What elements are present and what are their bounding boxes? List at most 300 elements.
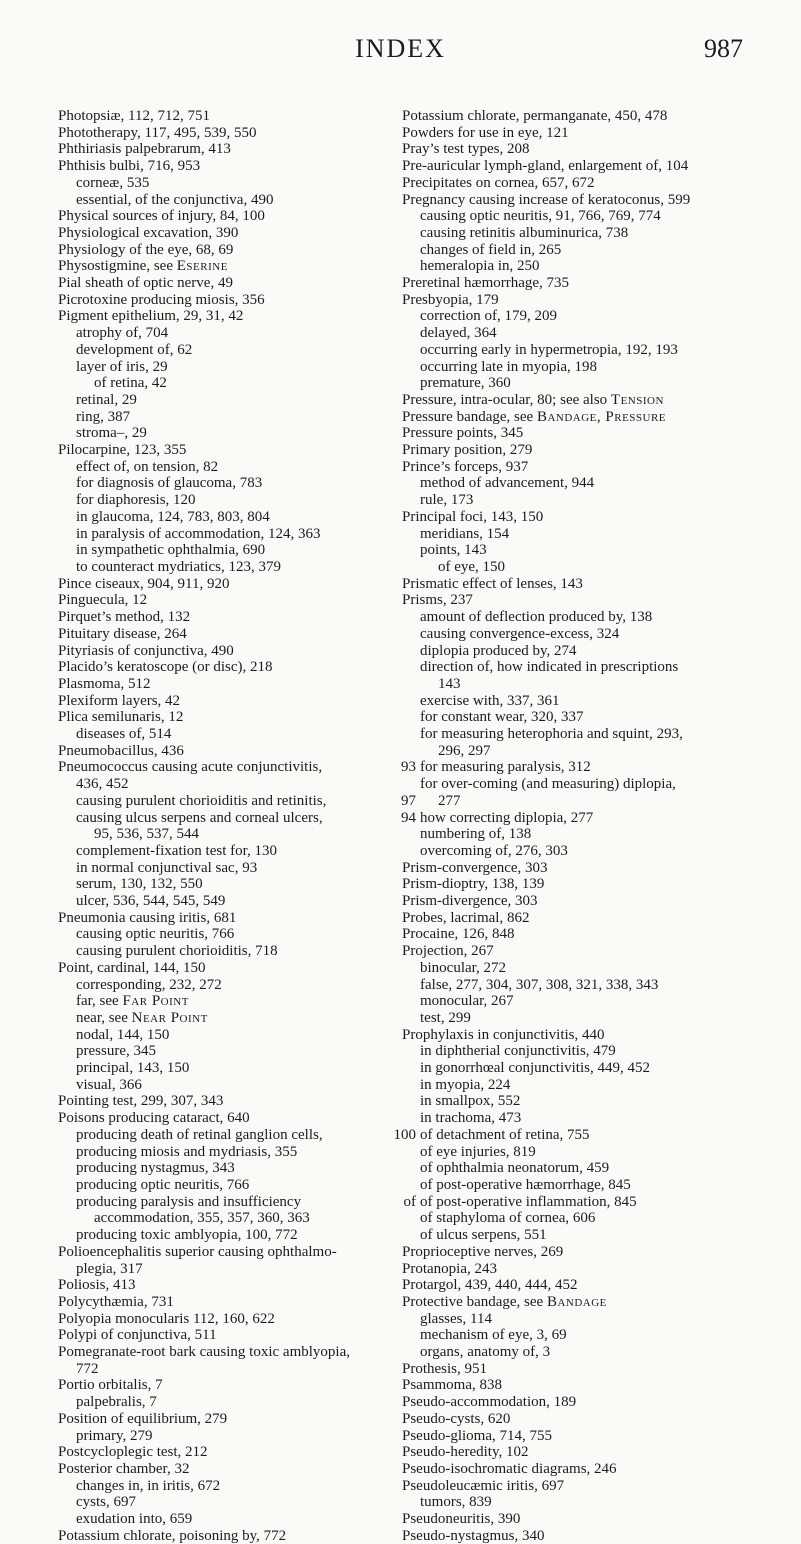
index-entry-text: of retina, 42 [94,375,167,392]
index-entry-text: of detachment of retina, 755 [420,1126,590,1143]
index-entry-text: Prophylaxis in conjunctivitis, 440 [402,1026,605,1043]
index-entry [58,292,416,309]
index-entry-text: visual, 366 [76,1076,142,1093]
index-entry [58,576,416,593]
index-entry-text: in paralysis of accommodation, 124, 363 [76,525,321,542]
index-entry [58,375,416,392]
index-entry-text: Physiology of the eye, 68, 69 [58,241,234,258]
index-entry [402,743,758,760]
index-entry [58,609,416,626]
index-entry-text: Principal foci, 143, 150 [402,508,544,525]
index-entry-text: Pneumococcus causing acute conjunctivitis, [58,759,323,776]
index-entry [58,1261,416,1278]
index-entry-text: producing miosis and mydriasis, 355 [76,1143,298,1160]
index-entry-text: Potassium chlorate, permanganate, 450, 478 [402,108,668,124]
index-entry-text: producing death of retinal ganglion cells, [76,1126,323,1143]
index-entry [402,626,758,643]
index-entry-text: stroma–, 29 [76,425,147,442]
index-entry [402,175,758,192]
index-entry-text: Phototherapy, 117, 495, 539, 550 [58,124,257,141]
index-entry-text: in trachoma, 473 [420,1110,522,1127]
index-entry [402,1043,758,1060]
index-entry [402,526,758,543]
index-entry-text: Pneumobacillus, 436 [58,742,184,759]
index-entry [402,826,758,843]
index-entry-text: premature, 360 [420,375,511,392]
index-entry [58,943,416,960]
index-entry [402,1277,758,1294]
index-entry-text: Photopsiæ, 112, 712, 751 [58,108,210,124]
index-entry [58,810,416,827]
index-entry [58,1127,416,1144]
index-entry [58,709,416,726]
index-entry [58,1511,416,1528]
index-entry-text: Pince ciseaux, 904, 911, 920 [58,575,230,592]
index-entry-text: hemeralopia in, 250 [420,258,540,275]
index-entry [402,943,758,960]
index-entry [402,1294,758,1311]
index-entry [402,643,758,660]
index-entry-text: points, 143 [420,542,487,559]
index-entry [58,1394,416,1411]
index-entry-text: Prince’s forceps, 937 [402,458,529,475]
index-entry [402,242,758,259]
index-entry [58,1194,416,1211]
index-entry-text: test, 299 [420,1009,471,1026]
index-entry [58,1027,416,1044]
index-entry-text: Prism-convergence, 303 [402,859,548,876]
index-entry [402,192,758,209]
index-entry [58,1077,416,1094]
index-entry-text: Polypi of conjunctiva, 511 [58,1327,217,1344]
index-entry [58,208,416,225]
index-entry-text: causing purulent chorioiditis and retinitis, [76,792,327,809]
index-entry [402,475,758,492]
index-entry [402,1010,758,1027]
index-entry [402,392,758,409]
index-entry [58,1177,416,1194]
index-entry-text: exercise with, 337, 361 [420,692,560,709]
index-entry-text: Pinguecula, 12 [58,592,148,609]
index-entry-text: for constant wear, 320, 337 [420,709,584,726]
index-entry-text: for measuring paralysis, 312 [420,759,591,776]
index-entry [402,141,758,158]
index-entry-text: rule, 173 [420,492,474,509]
index-entry [402,108,758,125]
index-entry-text: development of, 62 [76,341,193,358]
index-entry [58,158,416,175]
index-entry-text: Protargol, 439, 440, 444, 452 [402,1277,578,1294]
index-entry-page-ref: 94 [401,809,416,826]
index-entry-text: Position of equilibrium, 279 [58,1410,228,1427]
index-entry-text: direction of, how indicated in prescriptions [420,659,679,676]
index-entry-text: Poisons producing cataract, 640 [58,1110,250,1127]
index-entry-text: Polyopia monocularis 112, 160, 622 [58,1310,275,1327]
index-entry [402,459,758,476]
index-entry [402,876,758,893]
index-entry-text: in gonorrhœal conjunctivitis, 449, 452 [420,1060,650,1077]
index-entry [58,1294,416,1311]
index-entry [58,125,416,142]
index-entry-text: numbering of, 138 [420,826,532,843]
index-entry [402,1444,758,1461]
index-entry-text: Pressure bandage, see [402,408,537,425]
index-entry [402,1478,758,1495]
index-entry-text: Protective bandage, see [402,1293,547,1310]
index-entry-text: changes in, in iritis, 672 [76,1477,221,1494]
index-entry [58,893,416,910]
index-entry [402,1428,758,1445]
index-entry-text: correction of, 179, 209 [420,308,558,325]
index-entry [402,1494,758,1511]
index-entry-text: Pseudo-heredity, 102 [402,1444,529,1461]
index-entry-text: Pneumonia causing iritis, 681 [58,909,237,926]
index-entry-text: Pressure, intra-ocular, 80; see also [402,391,611,408]
index-entry-text: Phthiriasis palpebrarum, 413 [58,141,231,158]
index-entry [58,459,416,476]
index-entry [58,876,416,893]
index-entry [58,626,416,643]
index-entry-text: primary, 279 [76,1427,153,1444]
index-entry-text: Protanopia, 243 [402,1260,497,1277]
index-entry [58,475,416,492]
index-entry-text: for diaphoresis, 120 [76,492,196,509]
index-entry-text: Plexiform layers, 42 [58,692,181,709]
index-entry [58,1377,416,1394]
index-entry [402,793,758,810]
index-entry-text: Pigment epithelium, 29, 31, 42 [58,308,244,325]
index-entry [402,1261,758,1278]
index-entry-text: 296, 297 [438,742,491,759]
index-entry [58,559,416,576]
page-title: INDEX [355,34,446,63]
index-entry-text: 95, 536, 537, 544 [94,826,199,843]
index-entry [58,1478,416,1495]
index-entry-text: Plasmoma, 512 [58,675,151,692]
index-entry-text: Primary position, 279 [402,442,533,459]
index-entry-text: monocular, 267 [420,993,514,1010]
index-entry [402,225,758,242]
index-entry [58,225,416,242]
index-entry [58,910,416,927]
index-entry-text: diseases of, 514 [76,726,172,743]
index-entry-text: of ulcus serpens, 551 [420,1227,547,1244]
index-entry [402,1528,758,1544]
index-entry-text: Pityriasis of conjunctiva, 490 [58,642,234,659]
index-entry [58,1093,416,1110]
index-entry-text: tumors, 839 [420,1494,492,1511]
index-entry-text: plegia, 317 [76,1260,143,1277]
index-entry [402,1194,758,1211]
index-entry-text: how correcting diplopia, 277 [420,809,594,826]
index-entry [402,1110,758,1127]
index-entry [402,1344,758,1361]
index-entry [58,425,416,442]
index-entry-text: Portio orbitalis, 7 [58,1377,163,1394]
index-entry [402,977,758,994]
index-entry-text: amount of deflection produced by, 138 [420,609,653,626]
index-entry-text: Prism-divergence, 303 [402,893,538,910]
index-entry-text: Plica semilunaris, 12 [58,709,184,726]
index-entry [58,1444,416,1461]
index-entry-text: causing retinitis albuminurica, 738 [420,224,629,241]
index-entry-text: for diagnosis of glaucoma, 783 [76,475,263,492]
index-entry [402,308,758,325]
index-entry-text: serum, 130, 132, 550 [76,876,203,893]
index-entry-text: Prothesis, 951 [402,1360,488,1377]
index-entry [58,325,416,342]
index-entry-text: effect of, on tension, 82 [76,458,219,475]
index-entry-text: Proprioceptive nerves, 269 [402,1243,564,1260]
index-entry-text: causing optic neuritis, 91, 766, 769, 774 [420,208,661,225]
index-entry [402,208,758,225]
index-entry-text: causing purulent chorioiditis, 718 [76,943,278,960]
index-entry [58,1311,416,1328]
index-entry [402,158,758,175]
index-entry-text: corneæ, 535 [76,174,150,191]
index-entry-text: Powders for use in eye, 121 [402,124,569,141]
index-entry [402,893,758,910]
index-entry-text: mechanism of eye, 3, 69 [420,1327,567,1344]
index-entry-text: in myopia, 224 [420,1076,511,1093]
index-entry-page-ref: of [403,1193,416,1210]
index-entry [402,709,758,726]
index-entry [402,1377,758,1394]
index-entry [402,676,758,693]
index-entry [58,1411,416,1428]
index-entry [58,359,416,376]
index-entry [58,759,416,776]
index-entry [402,1461,758,1478]
index-entry-text: Pray’s test types, 208 [402,141,530,158]
index-entry [58,308,416,325]
index-entry [58,960,416,977]
index-entry [58,275,416,292]
index-entry [58,926,416,943]
index-entry [58,743,416,760]
index-entry-text: causing convergence-excess, 324 [420,625,620,642]
index-entry [58,1361,416,1378]
index-entry [402,1327,758,1344]
index-entry [402,926,758,943]
index-entry-text: Psammoma, 838 [402,1377,502,1394]
index-entry [58,659,416,676]
index-entry-text: ring, 387 [76,408,131,425]
index-entry [402,359,758,376]
index-entry-text: Picrotoxine producing miosis, 356 [58,291,265,308]
index-entry-text: causing optic neuritis, 766 [76,926,235,943]
index-entry [58,1060,416,1077]
index-entry [58,1428,416,1445]
index-entry-text: essential, of the conjunctiva, 490 [76,191,274,208]
index-entry [402,693,758,710]
index-entry [402,659,758,676]
index-entry [402,342,758,359]
index-entry [58,676,416,693]
index-entry [402,576,758,593]
index-entry [58,993,416,1010]
index-cross-reference: Tension [610,391,664,408]
index-entry [58,342,416,359]
index-entry-text: Presbyopia, 179 [402,291,499,308]
index-entry-text: organs, anatomy of, 3 [420,1344,551,1361]
page-number: 987 [704,34,743,63]
index-entry-text: method of advancement, 944 [420,475,595,492]
index-entry [402,1060,758,1077]
index-entry [402,409,758,426]
index-entry-text: Pseudoleucæmic iritis, 697 [402,1477,565,1494]
index-entry-text: of eye injuries, 819 [420,1143,536,1160]
index-entry [58,1327,416,1344]
index-entry [402,1311,758,1328]
index-entry-text: Poliosis, 413 [58,1277,136,1294]
index-entry-text: Prismatic effect of lenses, 143 [402,575,583,592]
index-entry-text: retinal, 29 [76,391,137,408]
index-entry-text: producing paralysis and insufficiency [76,1193,302,1210]
index-entry-text: delayed, 364 [420,325,497,342]
index-entry [58,492,416,509]
index-entry-text: of eye, 150 [438,558,506,575]
index-entry-text: Pseudo-isochromatic diagrams, 246 [402,1460,617,1477]
index-entry [402,1077,758,1094]
index-entry [402,1511,758,1528]
index-entry-text: meridians, 154 [420,525,510,542]
index-entry [402,1144,758,1161]
index-entry [58,192,416,209]
index-entry [58,175,416,192]
index-entry-text: atrophy of, 704 [76,325,169,342]
index-entry-text: Pregnancy causing increase of keratoconus, 599 [402,191,691,208]
index-entry-text: Polycythæmia, 731 [58,1293,174,1310]
index-entry-text: causing ulcus serpens and corneal ulcers, [76,809,323,826]
index-entry-text: Posterior chamber, 32 [58,1460,190,1477]
index-entry-text: overcoming of, 276, 303 [420,842,568,859]
index-entry-text: 436, 452 [76,776,129,793]
index-entry [58,141,416,158]
index-entry-text: Pressure points, 345 [402,425,524,442]
index-entry [402,1210,758,1227]
index-entry-text: Pseudo-cysts, 620 [402,1410,511,1427]
index-entry [402,1177,758,1194]
index-entry-page-ref: 97 [401,792,416,809]
index-entry-text: pressure, 345 [76,1043,156,1060]
index-entry [402,860,758,877]
index-entry [58,1210,416,1227]
index-entry [402,910,758,927]
index-entry-text: Pirquet’s method, 132 [58,609,191,626]
index-entry [402,325,758,342]
index-entry [402,1361,758,1378]
index-entry [58,1043,416,1060]
index-cross-reference: Eserine [176,258,228,275]
index-entry-text: Potassium chlorate, poisoning by, 772 [58,1527,287,1544]
index-entry [402,1160,758,1177]
index-entry [402,1244,758,1261]
index-cross-reference: Far Point [122,993,189,1010]
index-entry [58,108,416,125]
index-entry-text: principal, 143, 150 [76,1060,190,1077]
index-entry [402,776,758,793]
index-entry [402,258,758,275]
index-entry [402,275,758,292]
index-entry-page-ref: 93 [401,759,416,776]
index-entry [402,759,758,776]
index-entry-text: Pituitary disease, 264 [58,625,187,642]
index-entry-text: far, see [76,993,123,1010]
index-entry-text: producing toxic amblyopia, 100, 772 [76,1227,298,1244]
index-entry-text: in sympathetic ophthalmia, 690 [76,542,266,559]
index-entry [58,1160,416,1177]
index-entry-text: binocular, 272 [420,959,507,976]
index-entry-text: in glaucoma, 124, 783, 803, 804 [76,508,270,525]
index-entry [58,1010,416,1027]
index-entry [58,509,416,526]
index-entry-text: 143 [438,675,461,692]
index-entry-text: to counteract mydriatics, 123, 379 [76,558,281,575]
index-entry [58,1144,416,1161]
index-cross-reference: Near Point [131,1009,208,1026]
index-entry-text: Pseudo-accommodation, 189 [402,1394,577,1411]
index-entry-text: 772 [76,1360,99,1377]
index-entry-text: false, 277, 304, 307, 308, 321, 338, 343 [420,976,659,993]
index-entry-text: Procaine, 126, 848 [402,926,515,943]
index-entry [58,693,416,710]
index-entry-text: Precipitates on cornea, 657, 672 [402,174,595,191]
index-entry-text: Physostigmine, see [58,258,177,275]
index-entry [402,1093,758,1110]
index-entry-text: cysts, 697 [76,1494,136,1511]
index-entry-text: corresponding, 232, 272 [76,976,222,993]
index-entry [402,1227,758,1244]
index-entry [402,1411,758,1428]
index-entry [402,1394,758,1411]
index-entry [58,442,416,459]
index-column-right [402,108,758,1544]
index-entry [58,1277,416,1294]
index-entry [58,526,416,543]
index-entry-text: in diphtherial conjunctivitis, 479 [420,1043,616,1060]
index-entry-text: Pomegranate-root bark causing toxic amblyopia, [58,1344,350,1361]
index-entry-text: producing optic neuritis, 766 [76,1177,250,1193]
index-entry [58,977,416,994]
index-entry [58,592,416,609]
index-entry [402,442,758,459]
index-entry [58,1461,416,1478]
index-entry-text: Preretinal hæmorrhage, 735 [402,275,570,292]
index-entry [402,125,758,142]
index-entry [402,726,758,743]
index-entry-text: Pre-auricular lymph-gland, enlargement of, 104 [402,158,689,175]
index-entry [58,258,416,275]
index-entry-text: Postcycloplegic test, 212 [58,1444,208,1461]
index-entry [402,993,758,1010]
index-entry-text: Prism-dioptry, 138, 139 [402,876,545,893]
index-entry-text: glasses, 114 [420,1310,492,1327]
index-entry [402,292,758,309]
index-entry-text: Physiological excavation, 390 [58,224,239,241]
index-entry [58,843,416,860]
index-entry-text: of staphyloma of cornea, 606 [420,1210,596,1227]
index-entry [402,592,758,609]
index-entry-text: nodal, 144, 150 [76,1026,170,1043]
index-cross-reference: Bandage [546,1293,607,1310]
index-entry-text: Probes, lacrimal, 862 [402,909,530,926]
index-entry-text: in normal conjunctival sac, 93 [76,859,258,876]
index-entry-text: Pointing test, 299, 307, 343 [58,1093,224,1110]
index-entry [58,1344,416,1361]
index-entry [58,860,416,877]
index-entry-text: of ophthalmia neonatorum, 459 [420,1160,610,1177]
